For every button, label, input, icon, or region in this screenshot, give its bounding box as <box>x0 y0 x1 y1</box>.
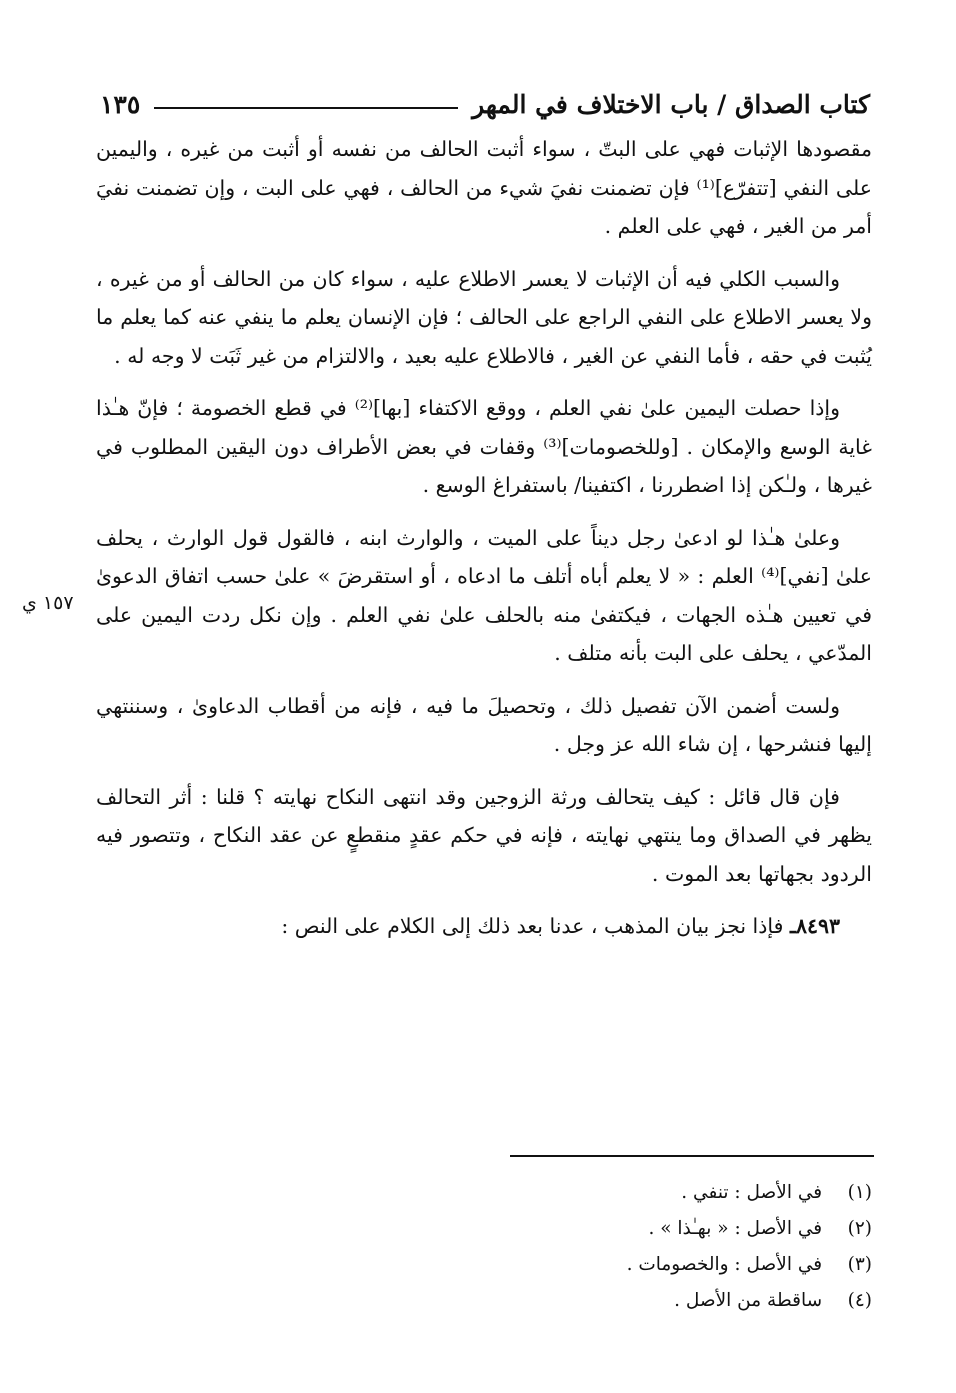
margin-manuscript-ref: ١٥٧ ي <box>22 592 74 614</box>
footnote-text: في الأصل : « بهـٰذا » . <box>648 1218 823 1239</box>
running-head-title: كتاب الصداق / باب الاختلاف في المهر <box>472 89 870 119</box>
body-text <box>96 130 872 960</box>
paragraph-2: والسبب الكلي فيه أن الإثبات لا يعسر الاطلاع عليه ، سواء كان من الحالف أو من غيره ، ولا يعسر الاطلاع على النفي الراجع على الحالف ؛ فإن الإنسان يعلم ما ينفي عنه كما يعلم ما يُثبت في حقه ، فأما النفي عن الغير ، فالاطلاع عليه بعيد ، والالتزام من غير ثَبَت لا وجه له . <box>96 266 872 368</box>
footnote-number: (٤) <box>847 1290 872 1311</box>
numbered-paragraph <box>96 907 872 946</box>
footnote-2 <box>452 1211 872 1247</box>
footnote-number: (١) <box>847 1182 872 1203</box>
footnote-4 <box>452 1283 872 1319</box>
footnote-text: ساقطة من الأصل . <box>674 1290 823 1311</box>
paragraph-number: ٨٤٩٣ـ <box>789 914 840 938</box>
footnotes <box>452 1175 872 1319</box>
footnote-3 <box>452 1247 872 1283</box>
footnote-text: في الأصل : تنفي . <box>681 1182 823 1203</box>
footnote-text: في الأصل : والخصومات . <box>626 1254 823 1275</box>
footnote-number: (٣) <box>847 1254 872 1275</box>
paragraph-6: فإن قال قائل : كيف يتحالف ورثة الزوجين وقد انتهى النكاح نهايته ؟ قلنا : أثر التحالف يظهر في الصداق وما ينتهي نهايته ، فإنه في حكم عقدٍ منقطعٍ عن عقد النكاح ، وتتصور فيه الردود بجهاتها بعد الموت . <box>96 784 872 886</box>
running-head-rule <box>154 107 458 109</box>
paragraph-5: ولست أضمن الآن تفصيل ذلك ، وتحصيلَ ما فيه ، فإنه من أقطاب الدعاوىٰ ، وسننتهي إليها فنشرحها ، إن شاء الله عز وجل . <box>96 693 872 756</box>
paragraph-3: وإذا حصلت اليمين علىٰ نفي العلم ، ووقع الاكتفاء [بها]⁽²⁾ في قطع الخصومة ؛ فإنّ هـٰذا غاية الوسع والإمكان . [وللخصومات]⁽³⁾ وقفات في بعض الأطراف دون اليقين المطلوب في غيرها ، ولـٰكن إذا اضطررنا ، اكتفينا/ باستفراغ الوسع . <box>96 396 872 497</box>
numbered-paragraph-text: فإذا نجز بيان المذهب ، عدنا بعد ذلك إلى الكلام على النص : <box>281 914 790 938</box>
footnote-separator <box>510 1155 874 1157</box>
paragraph-4: وعلىٰ هـٰذا لو ادعىٰ رجل ديناً على الميت ، والوارث ابنه ، فالقول قول الوارث ، يحلف علىٰ [نفي]⁽⁴⁾ العلم : « لا يعلم أباه أتلف ما ادعاه ، أو استقرضَ » علىٰ حسب اتفاق الدعوىٰ في تعيين هـٰذه الجهات ، فيكتفىٰ منه بالحلف علىٰ نفي العلم . وإن نكل ردت اليمين على المدّعي ، يحلف على البت بأنه متلف . <box>96 525 872 665</box>
page-number: ١٣٥ <box>100 89 141 119</box>
running-head <box>100 80 870 128</box>
footnote-1 <box>452 1175 872 1211</box>
footnote-number: (٢) <box>847 1218 872 1239</box>
paragraph-1: مقصودها الإثبات فهي على البتّ ، سواء أثبت الحالف من نفسه أو أثبت من غيره ، واليمين على النفي [تتفرّع]⁽¹⁾ فإن تضمنت نفيَ شيء من الحالف ، فهي على البت ، وإن تضمنت نفيَ أمر من الغير ، فهي على العلم . <box>96 137 872 238</box>
